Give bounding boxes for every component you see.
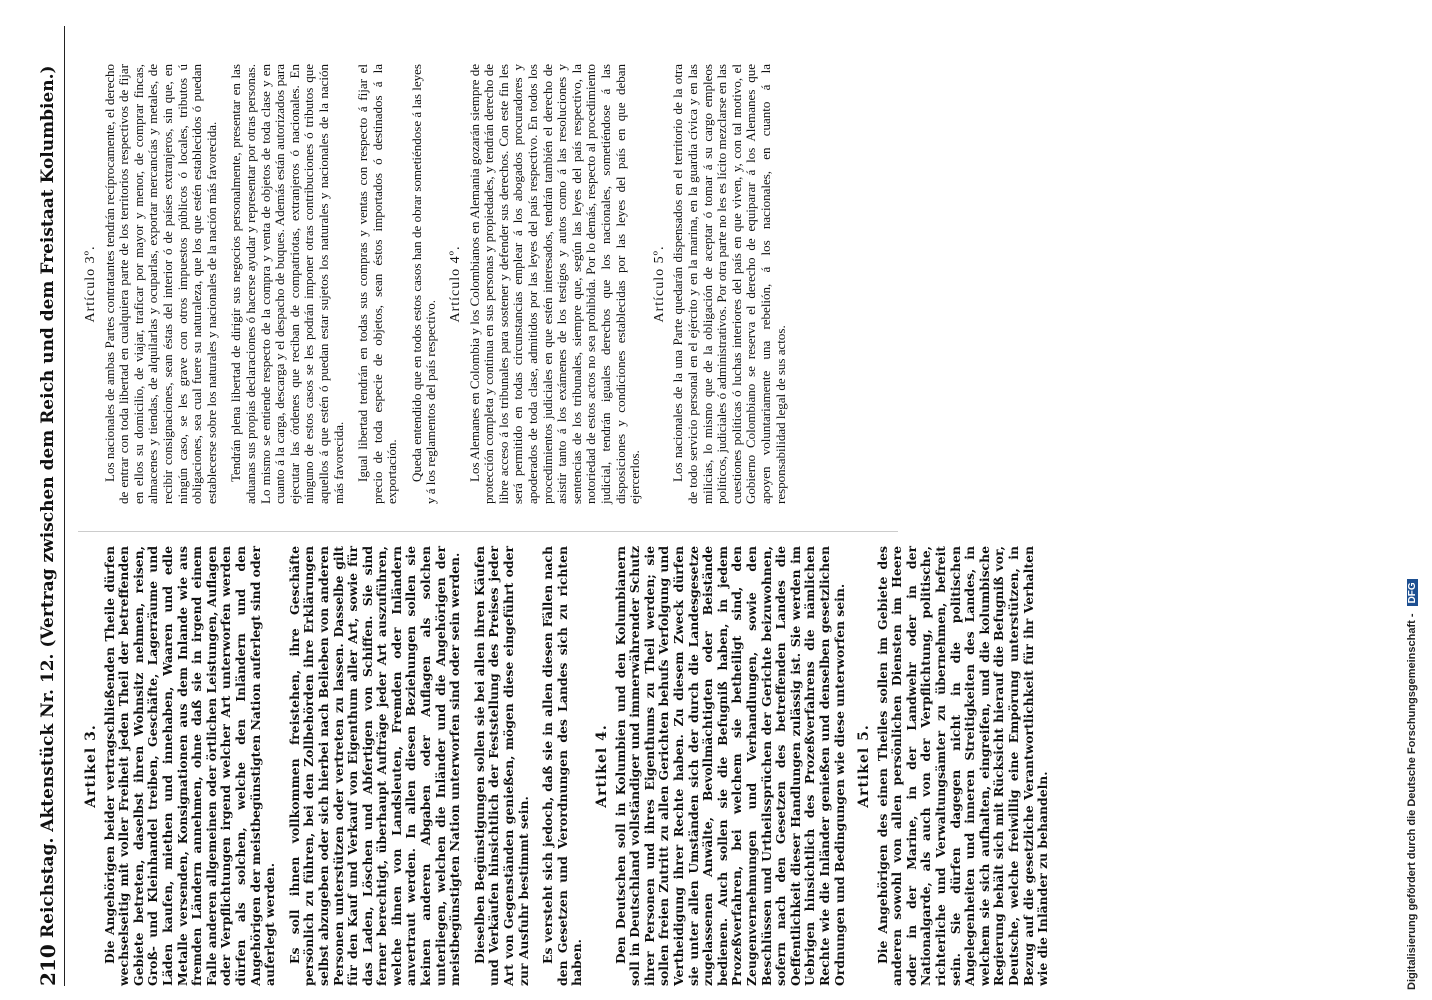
spanish-article-4-paragraph-1: Los Alemanes en Colombia y los Colombianos en Alemania gozarán siempre de protección completa y continua en sus personas y propiedades, y tendrán derecho de libre acceso á los tribunales para sostener y defender sus derechos. Con este fin les será permitido en todas circunstancias emplear á los abogados procuradores y apoderados de toda clase, admitidos por las leyes del país respectivo. En todos los procedimientos judiciales en que estén interesados, tendrán también el derecho de asistir tanto á los exámenes de los testigos y autos como á las resoluciones y sentencias de los tribunales, siempre que, según las leyes del país respectivo, la notoriedad de estos actos no sea prohibida. Por lo demás, respecto al procedimiento judicial, tendrán iguales derechos que los nacionales, sometiéndose á las disposiciones y condiciones establecidas por las leyes del país en que deban ejercerlos.: [466, 64, 643, 504]
german-article-3-heading: Artikel 3.: [83, 724, 99, 808]
german-article-3-paragraph-3: Dieselben Begünstigungen sollen sie bei allen ihren Käufen und Verkäufen hinsichtlich der Feststellung des Preises jeder Art von Gegenständen genießen, mögen diese eingeführt oder zur Ausfuhr bestimmt sein.: [471, 546, 531, 986]
spanish-article-3-paragraph-2: Tendrán plena libertad de dirigir sus negocios personalmente, presentar en las aduanas sus propias declaraciones ó hacerse ayudar y representar por otras personas. Lo mismo se entiende respecto de la compra y venta de objetos de toda clase y en cuanto á la carga, descarga y el despacho de buques. Además están autorizados para ejecutar las órdenes que reciban de compatriotas, extranjeros ó nacionales. En ninguno de estos casos se les podrán imponer otras contribuciones ó tributos que aquellos á que estén ó puedan estar sujetos los naturales y nacionales de la nación más favorecida.: [228, 64, 346, 504]
spanish-article-3-paragraph-1: Los nacionales de ambas Partes contratantes tendrán recíprocamente, el derecho de entrar con toda libertad en cualquiera parte de los territorios respectivos de fijar en ellos su domicilio, de viajar, traficar por mayor y menor, de comprar fincas, almacenes y tiendas, de alquilarlas y ocuparlas, exportar mercancías y metales, de recibir consignaciones, sean éstas del interior ó de países extranjeros, sin que, en ningún caso, se les grave con otros impuestos públicos ó locales, tributos ú obligaciones, sea cual fuere su naturaleza, que los que estén establecidos ó puedan establecerse sobre los naturales y nacionales de la nación más favorecida.: [101, 64, 219, 504]
spanish-article-3-paragraph-3: Igual libertad tendrán en todas sus compras y ventas con respecto á fijar el precio de toda especie de objetos, sean éstos importados ó destinados á la exportación.: [355, 64, 400, 504]
page-number: 210: [36, 944, 60, 986]
german-article-3-paragraph-2: Es soll ihnen vollkommen freistehen, ihre Geschäfte persönlich zu führen, bei den Zollbehörden ihre Erklärungen selbst abzugeben oder sich hierbei nach Belieben von anderen Personen unterstützen oder vertreten zu lassen. Dasselbe gilt für den Kauf und Verkauf von Eigenthum aller Art, sowie für das Laden, Löschen und Abfertigen von Schiffen. Sie sind ferner berechtigt, überhaupt Aufträge jeder Art auszuführen, welche ihnen von Landsleuten, Fremden oder Inländern anvertraut werden. In allen diesen Beziehungen sollen sie keinen anderen Abgaben oder Auflagen als solchen unterliegen, welchen die Inländer und die Angehörigen der meistbegünstigten Nation unterworfen sind oder sein werden.: [286, 546, 463, 986]
dfg-logo: DFG: [1407, 579, 1418, 606]
german-article-4-heading: Artikel 4.: [594, 724, 610, 808]
digitization-credit: [1406, 10, 1418, 990]
column-divider: [78, 531, 898, 532]
spanish-article-4-heading: Artículo 4º.: [448, 245, 464, 323]
german-article-3-paragraph-4: Es versteht sich jedoch, daß sie in allen diesen Fällen nach den Gesetzen und Verordnungen des Landes sich zu richten haben.: [540, 546, 585, 986]
german-article-4-paragraph-1: Den Deutschen soll in Kolumbien und den Kolumbianern soll in Deutschland vollständiger und immerwährender Schutz ihrer Personen und ihres Eigenthums zu Theil werden; sie sollen freien Zutritt zu allen Gerichten behufs Verfolgung und Vertheidigung ihrer Rechte haben. Zu diesem Zweck dürfen sie unter allen Umständen sich der durch die Landesgesetze zugelassenen Anwälte, Bevollmächtigten oder Beistände bedienen. Auch sollen sie die Befugniß haben, in jedem Prozeßverfahren, bei welchem sie betheiligt sind, den Zeugenvernehmungen und Verhandlungen, sowie den Beschlüssen und Urtheilssprüchen der Gerichte beizuwohnen, sofern nach den Gesetzen des betreffenden Landes die Oeffentlichkeit dieser Handlungen zulässig ist. Sie werden im Uebrigen hinsichtlich des Prozeßverfahrens die nämlichen Rechte wie die Inländer genießen und denselben gesetzlichen Ordnungen und Bedingungen wie diese unterworfen sein.: [612, 546, 847, 986]
spanish-article-5-paragraph-1: Los nacionales de la una Parte quedarán dispensados en el territorio de la otra de todo servicio personal en el ejército y en la marina, en la guardia cívica y en las milicias, lo mismo que de la obligación de aceptar ó tomar á su cargo empleos políticos, judiciales ó administrativos. Por otra parte no les es lícito mezclarse en las cuestiones políticas ó luchas interiores del país en que viven, y, con tal motivo, el Gobierno Colombiano se reserva el derecho de equiparar á los Alemanes que apoyen voluntariamente una rebelión, á los nacionales, en cuanto á la responsabilidad legal de sus actos.: [670, 64, 788, 504]
page-header: [30, 26, 65, 986]
spanish-article-5-heading: Artículo 5º.: [651, 245, 667, 323]
german-text-column: [78, 546, 1061, 986]
spanish-article-3-paragraph-4: Queda entendido que en todos estos casos han de obrar sometiéndose á las leyes y á los reglamentos del país respectivo.: [408, 64, 439, 504]
spanish-text-column: [78, 64, 798, 504]
german-article-5-paragraph-1: Die Angehörigen des einen Theiles sollen im Gebiete des anderen sowohl von allen persönlichen Diensten im Heere oder in der Marine, in der Landwehr oder in der Nationalgarde, als auch von der Verpflichtung, politische, richterliche und Verwaltungsämter zu übernehmen, befreit sein. Sie dürfen dagegen nicht in die politischen Angelegenheiten und inneren Streitigkeiten des Landes, in welchem sie sich aufhalten, eingreifen, und die kolumbische Regierung behält sich mit Rücksicht hierauf die Befugniß vor, Deutsche, welche freiwillig eine Empörung unterstützen, in Bezug auf die gesetzliche Verantwortlichkeit für ihr Verhalten wie die Inländer zu behandeln.: [874, 546, 1051, 986]
spanish-article-3-heading: Artículo 3º.: [83, 245, 98, 323]
running-title: Reichstag. Aktenstück Nr. 12. (Vertrag zwischen dem Reich und dem Freistaat Kolumbien.): [38, 65, 58, 938]
german-article-5-heading: Artikel 5.: [856, 724, 873, 808]
german-article-3-paragraph-1: Die Angehörigen beider vertragschließenden Theile dürfen wechselseitig mit voller Freiheit jeden Theil der betreffenden Gebiete betreten, daselbst ihren Wohnsitz nehmen, reisen, Groß- und Kleinhandel treiben, Geschäfte, Lagerräume und Läden kaufen, miethen und innehaben, Waaren und edle Metalle versenden, Konsignationen aus dem Inlande wie aus fremden Ländern annehmen, ohne daß sie in irgend einem Falle anderen allgemeinen oder örtlichen Leistungen, Auflagen oder Verpflichtungen irgend welcher Art unterworfen werden dürfen als solchen, welche den Inländern und den Angehörigen der meistbegünstigten Nation auferlegt sind oder auferlegt werden.: [101, 545, 278, 986]
digitization-credit-text: Digitalisierung gefördert durch die Deutsche Forschungsgemeinschaft -: [1406, 613, 1418, 990]
